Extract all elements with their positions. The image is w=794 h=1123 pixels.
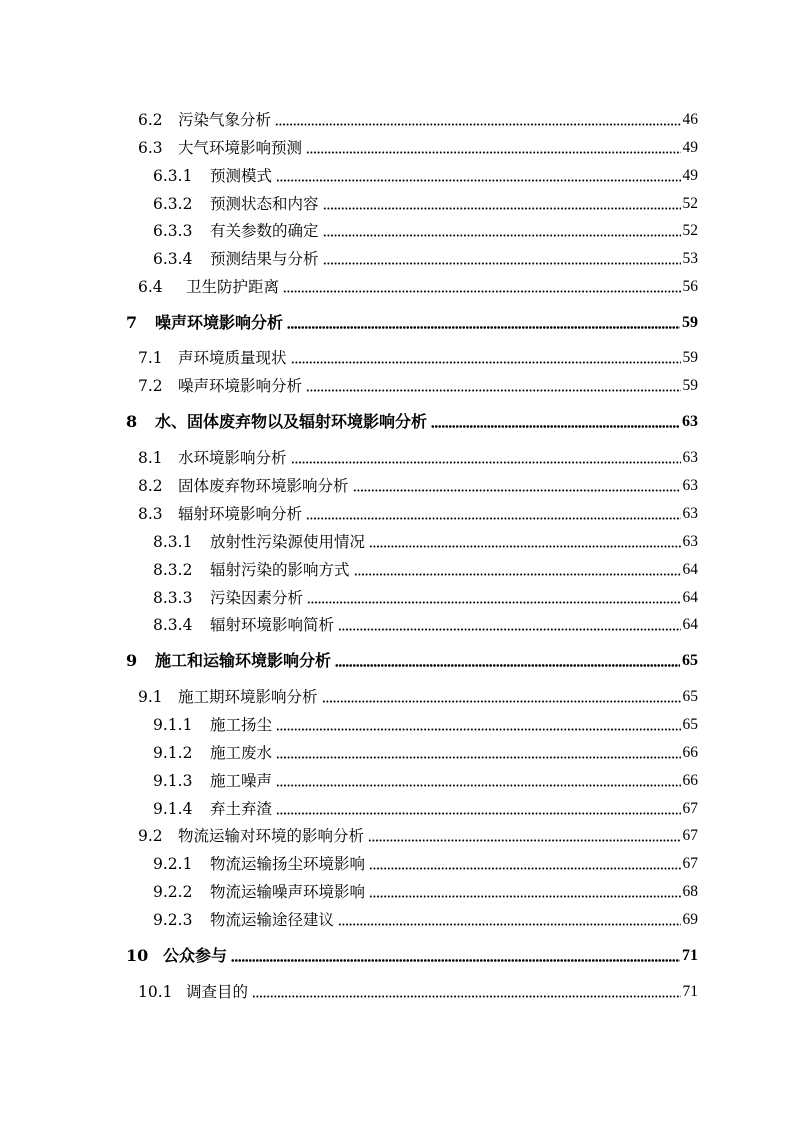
toc-title: 物流运输途径建议 xyxy=(210,911,335,929)
toc-page-number: 59 xyxy=(682,314,698,331)
toc-entry[interactable] xyxy=(138,348,698,368)
toc-title: 水、固体废弃物以及辐射环境影响分析 xyxy=(155,412,428,431)
toc-entry[interactable] xyxy=(153,588,698,608)
dot-leader xyxy=(275,123,680,126)
dot-leader xyxy=(323,207,681,210)
dot-leader xyxy=(338,628,680,631)
toc-chapter-entry[interactable] xyxy=(126,651,698,671)
toc-page-number: 64 xyxy=(682,561,698,578)
dot-leader xyxy=(291,361,681,364)
toc-title: 物流运输扬尘环境影响 xyxy=(210,855,366,873)
toc-page-number: 64 xyxy=(682,616,698,633)
toc-page-number: 49 xyxy=(682,139,698,156)
toc-title: 有关参数的确定 xyxy=(210,222,319,240)
toc-page-number: 52 xyxy=(682,222,698,239)
dot-leader xyxy=(291,461,681,464)
dot-leader xyxy=(276,756,680,759)
toc-page-number: 67 xyxy=(682,800,698,817)
toc-number: 9.1.2 xyxy=(153,744,193,762)
toc-title: 预测状态和内容 xyxy=(210,195,319,213)
toc-entry[interactable] xyxy=(153,743,698,763)
toc-number: 8.2 xyxy=(138,477,163,495)
toc-number: 7.1 xyxy=(138,349,163,367)
dot-leader xyxy=(431,425,680,428)
toc-entry[interactable] xyxy=(138,376,698,396)
toc-number: 6.3.4 xyxy=(153,250,193,268)
toc-page-number: 53 xyxy=(682,250,698,267)
toc-number: 6.3 xyxy=(138,139,163,157)
toc-title: 污染因素分析 xyxy=(210,589,304,607)
toc-number: 7.2 xyxy=(138,377,163,395)
toc-title: 噪声环境影响分析 xyxy=(178,377,303,395)
toc-page-number: 65 xyxy=(682,688,698,705)
toc-number: 6.2 xyxy=(138,111,163,129)
toc-page-number: 65 xyxy=(682,652,698,669)
toc-number: 8.3.3 xyxy=(153,589,193,607)
dot-leader xyxy=(276,728,680,731)
toc-page-number: 49 xyxy=(682,167,698,184)
toc-entry[interactable] xyxy=(138,110,698,130)
toc-entry[interactable] xyxy=(153,532,698,552)
toc-number: 9.2 xyxy=(138,827,163,845)
dot-leader xyxy=(306,389,680,392)
toc-page-number: 67 xyxy=(682,827,698,844)
dot-leader xyxy=(369,867,680,870)
toc-title: 声环境质量现状 xyxy=(178,349,287,367)
toc-number: 9.1.1 xyxy=(153,716,193,734)
toc-title: 施工和运输环境影响分析 xyxy=(155,651,332,670)
dot-leader xyxy=(354,573,681,576)
toc-number: 8 xyxy=(126,412,138,431)
toc-page-number: 66 xyxy=(682,772,698,789)
dot-leader xyxy=(283,290,680,293)
toc-title: 大气环境影响预测 xyxy=(178,139,303,157)
dot-leader xyxy=(231,959,680,962)
toc-number: 7 xyxy=(126,313,138,332)
toc-page-number: 46 xyxy=(682,111,698,128)
toc-entry[interactable] xyxy=(138,687,698,707)
toc-page-number: 63 xyxy=(682,505,698,522)
toc-page-number: 66 xyxy=(682,744,698,761)
toc-page-number: 63 xyxy=(682,477,698,494)
toc-title: 施工期环境影响分析 xyxy=(178,688,318,706)
toc-number: 9.1.3 xyxy=(153,772,193,790)
dot-leader xyxy=(276,784,680,787)
toc-title: 物流运输对环境的影响分析 xyxy=(178,827,365,845)
toc-page-number: 68 xyxy=(682,883,698,900)
toc-title: 卫生防护距离 xyxy=(186,278,280,296)
dot-leader xyxy=(353,489,681,492)
toc-number: 6.3.2 xyxy=(153,195,193,213)
toc-chapter-entry[interactable] xyxy=(126,412,698,432)
toc-number: 8.3.4 xyxy=(153,616,193,634)
toc-chapter-entry[interactable] xyxy=(126,313,698,333)
toc-page-number: 64 xyxy=(682,589,698,606)
toc-number: 10 xyxy=(126,946,149,965)
dot-leader xyxy=(252,995,680,998)
toc-title: 噪声环境影响分析 xyxy=(155,313,284,332)
toc-number: 6.3.3 xyxy=(153,222,193,240)
toc-title: 施工噪声 xyxy=(210,772,273,790)
toc-entry[interactable] xyxy=(153,854,698,874)
toc-entry[interactable] xyxy=(138,504,698,524)
toc-number: 8.3.2 xyxy=(153,561,193,579)
toc-entry[interactable] xyxy=(138,277,698,297)
toc-entry[interactable] xyxy=(153,882,698,902)
toc-page-number: 59 xyxy=(682,349,698,366)
toc-entry[interactable] xyxy=(138,826,698,846)
toc-title: 施工扬尘 xyxy=(210,716,273,734)
toc-number: 6.3.1 xyxy=(153,167,193,185)
toc-title: 放射性污染源使用情况 xyxy=(210,533,366,551)
dot-leader xyxy=(323,262,681,265)
toc-title: 固体废弃物环境影响分析 xyxy=(178,477,349,495)
toc-title: 预测结果与分析 xyxy=(210,250,319,268)
toc-page-number: 59 xyxy=(682,377,698,394)
dot-leader xyxy=(306,151,680,154)
dot-leader xyxy=(323,234,681,237)
toc-entry[interactable] xyxy=(153,799,698,819)
toc-title: 辐射环境影响简析 xyxy=(210,616,335,634)
toc-title: 物流运输噪声环境影响 xyxy=(210,883,366,901)
toc-number: 9.2.2 xyxy=(153,883,193,901)
toc-title: 公众参与 xyxy=(163,946,228,965)
toc-chapter-entry[interactable] xyxy=(126,946,698,966)
toc-entry[interactable] xyxy=(138,448,698,468)
toc-title: 污染气象分析 xyxy=(178,111,272,129)
toc-title: 水环境影响分析 xyxy=(178,449,287,467)
toc-page-number: 63 xyxy=(682,533,698,550)
toc-number: 9.2.1 xyxy=(153,855,193,873)
toc-page-number: 69 xyxy=(682,911,698,928)
toc-entry[interactable] xyxy=(138,138,698,158)
toc-number: 8.3 xyxy=(138,505,163,523)
toc-title: 辐射环境影响分析 xyxy=(178,505,303,523)
dot-leader xyxy=(306,517,680,520)
toc-entry[interactable] xyxy=(153,249,698,269)
toc-page-number: 65 xyxy=(682,716,698,733)
dot-leader xyxy=(369,895,680,898)
toc-entry[interactable] xyxy=(153,194,698,214)
toc-page-number: 71 xyxy=(682,983,698,1000)
toc-number: 9.2.3 xyxy=(153,911,193,929)
toc-number: 9 xyxy=(126,651,138,670)
toc-page-number: 52 xyxy=(682,195,698,212)
toc-page-number: 56 xyxy=(682,278,698,295)
toc-number: 6.4 xyxy=(138,278,163,296)
dot-leader xyxy=(287,326,680,329)
toc-entry[interactable] xyxy=(153,560,698,580)
toc-number: 8.1 xyxy=(138,449,163,467)
toc-title: 调查目的 xyxy=(186,983,249,1001)
dot-leader xyxy=(276,812,680,815)
toc-title: 施工废水 xyxy=(210,744,273,762)
toc-page-number: 63 xyxy=(682,413,698,430)
toc-page-number: 67 xyxy=(682,855,698,872)
dot-leader xyxy=(322,700,681,703)
toc-entry[interactable] xyxy=(153,910,698,930)
dot-leader xyxy=(368,839,680,842)
toc-entry[interactable] xyxy=(138,982,698,1002)
toc-title: 辐射污染的影响方式 xyxy=(210,561,350,579)
toc-page-number: 63 xyxy=(682,449,698,466)
toc-number: 9.1 xyxy=(138,688,163,706)
toc-entry[interactable] xyxy=(138,476,698,496)
toc-entry[interactable] xyxy=(153,221,698,241)
toc-title: 弃土弃渣 xyxy=(210,800,273,818)
toc-page-number: 71 xyxy=(682,947,698,964)
dot-leader xyxy=(276,179,680,182)
dot-leader xyxy=(335,664,680,667)
toc-number: 10.1 xyxy=(138,983,173,1001)
dot-leader xyxy=(369,545,680,548)
toc-number: 9.1.4 xyxy=(153,800,193,818)
toc-title: 预测模式 xyxy=(210,167,273,185)
dot-leader xyxy=(307,601,680,604)
toc-entry[interactable] xyxy=(153,771,698,791)
dot-leader xyxy=(338,923,680,926)
toc-number: 8.3.1 xyxy=(153,533,193,551)
toc-entry[interactable] xyxy=(153,615,698,635)
toc-entry[interactable] xyxy=(153,166,698,186)
toc-entry[interactable] xyxy=(153,715,698,735)
